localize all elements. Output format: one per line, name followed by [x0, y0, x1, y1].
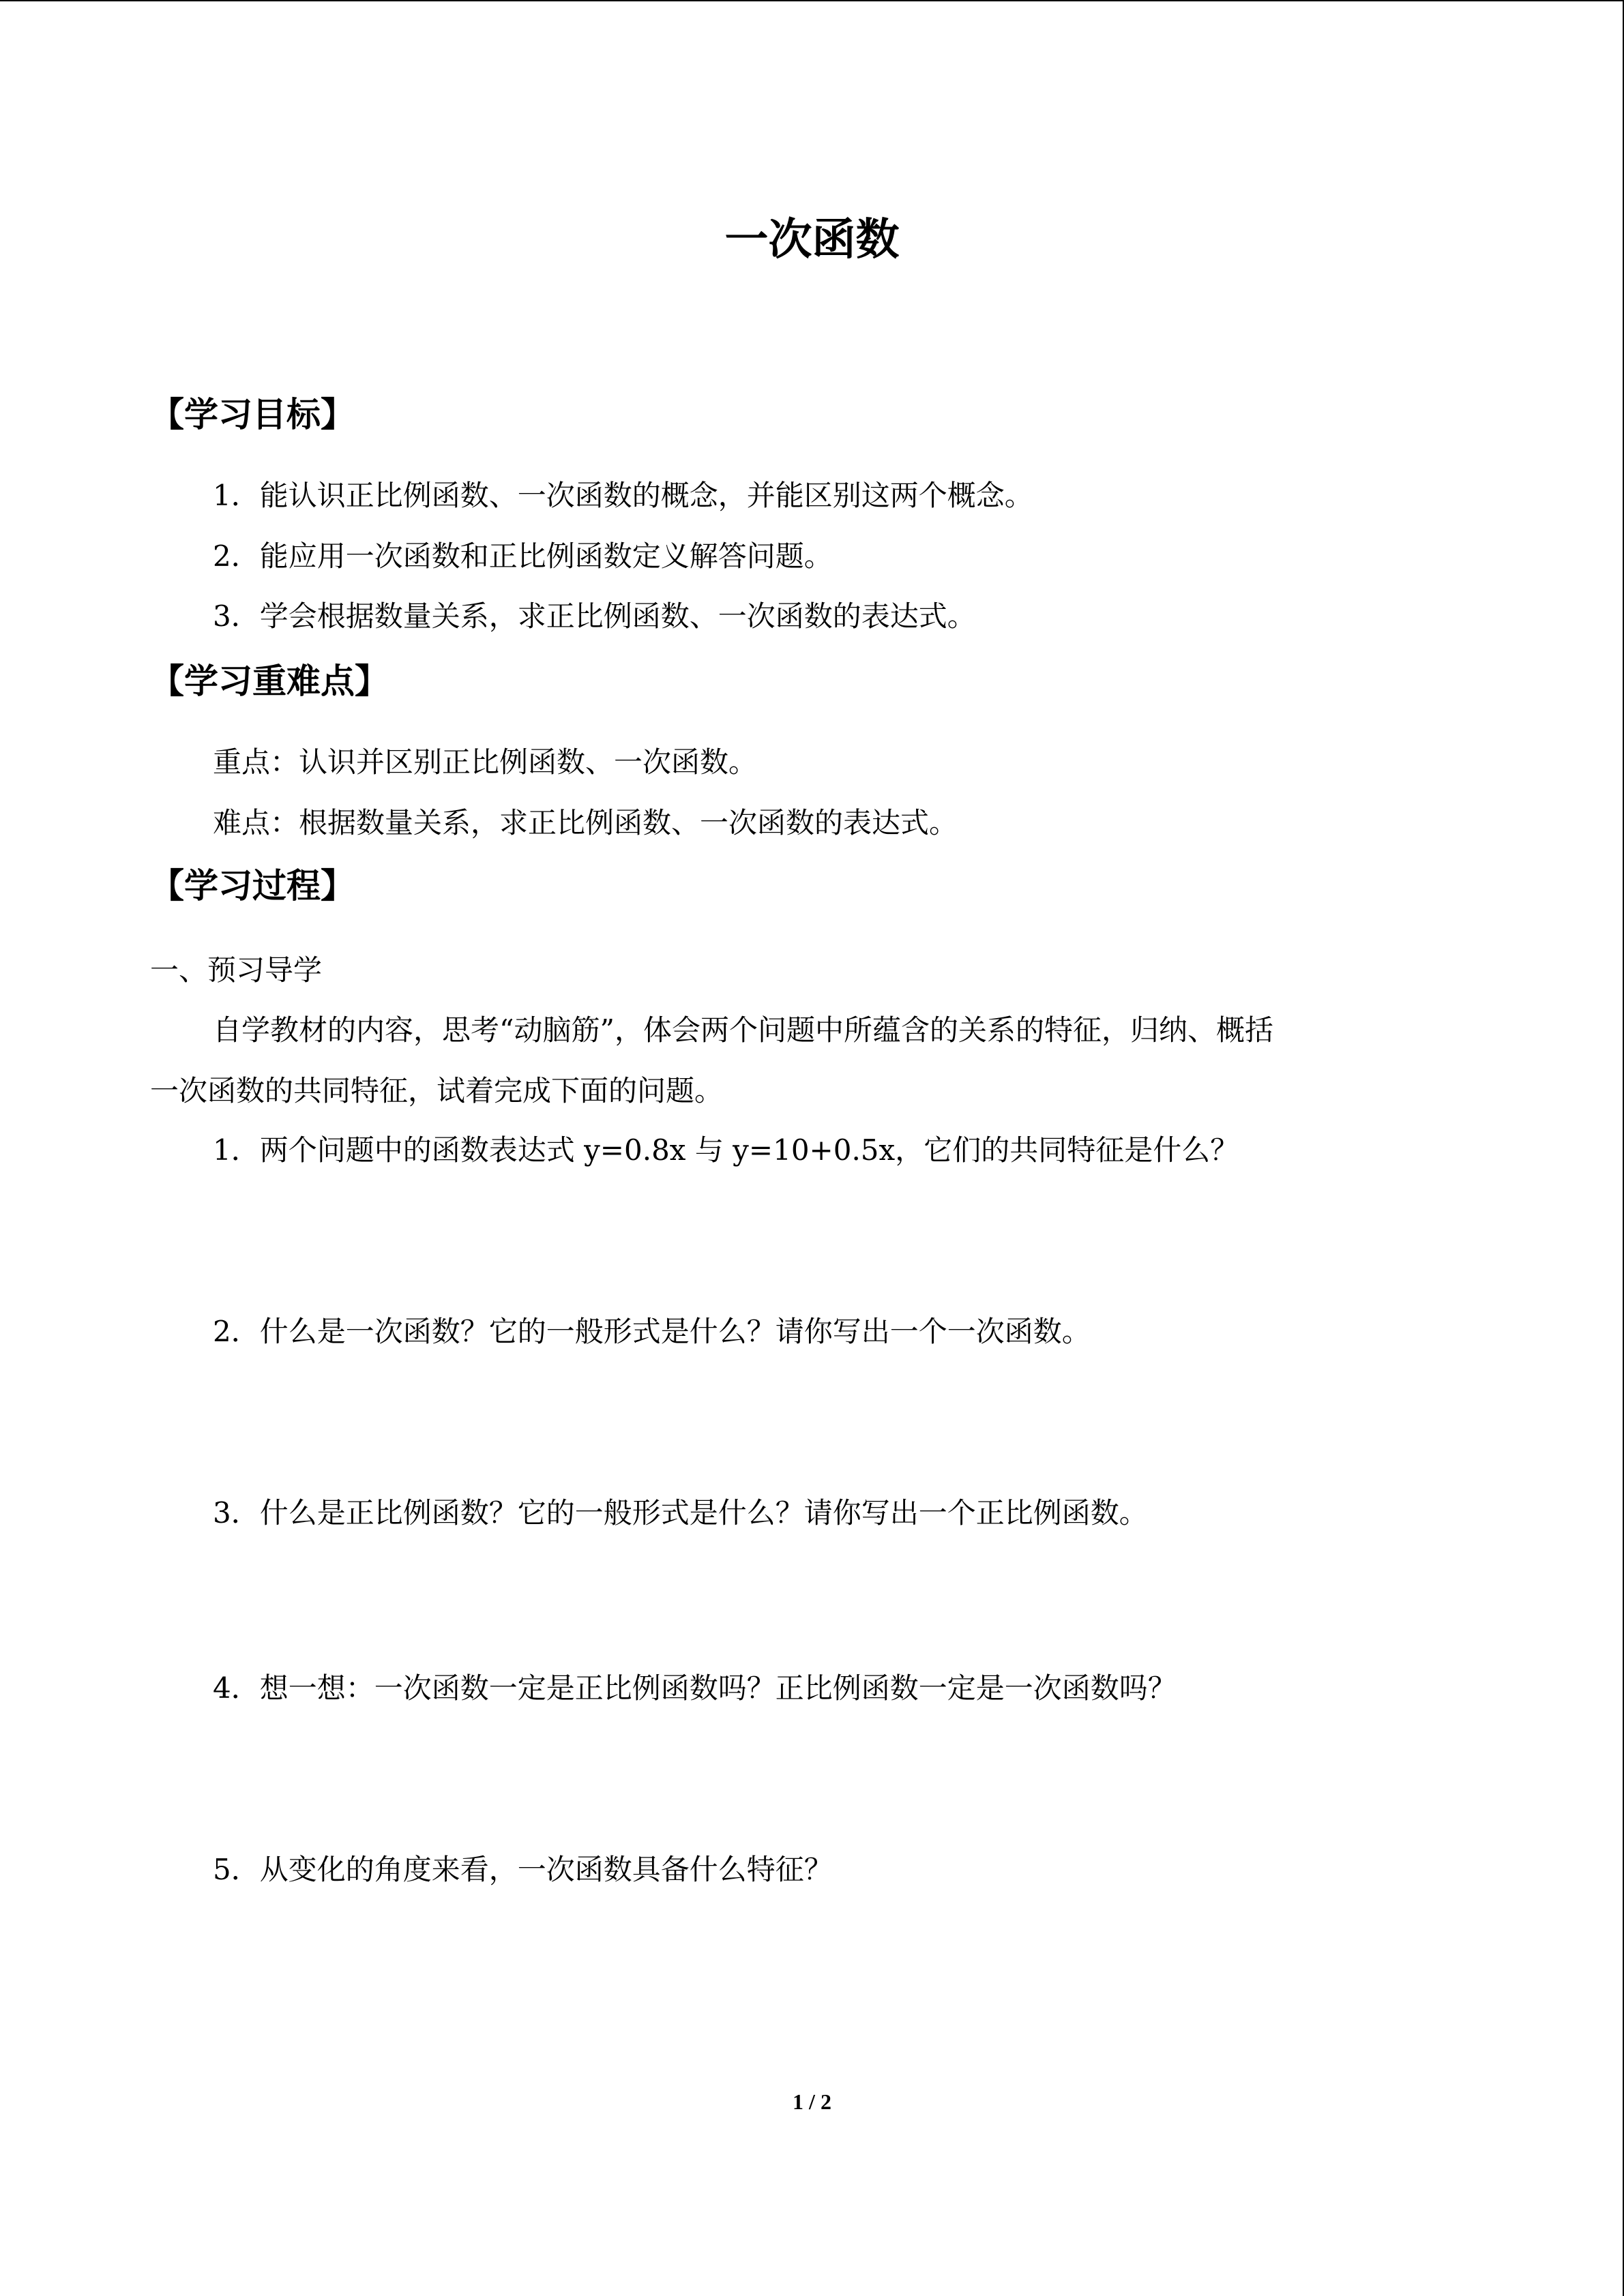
question-4: 4．想一想：一次函数一定是正比例函数吗？正比例函数一定是一次函数吗？	[213, 1671, 1177, 1705]
question-5: 5．从变化的角度来看，一次函数具备什么特征？	[213, 1853, 833, 1886]
question-2: 2．什么是一次函数？它的一般形式是什么？请你写出一个一次函数。	[213, 1315, 1091, 1348]
intro-paragraph-line-2: 一次函数的共同特征，试着完成下面的问题。	[150, 1074, 724, 1107]
section-heading-key-points: 【学习重难点】	[150, 661, 389, 701]
objective-item-2: 2．能应用一次函数和正比例函数定义解答问题。	[213, 539, 833, 573]
section-heading-process: 【学习过程】	[150, 866, 355, 906]
question-3: 3．什么是正比例函数？它的一般形式是什么？请你写出一个正比例函数。	[213, 1496, 1148, 1530]
subheading-preview: 一、预习导学	[150, 953, 323, 987]
question-1: 1．两个问题中的函数表达式 y=0.8x 与 y=10+0.5x，它们的共同特征是什么？	[213, 1133, 1239, 1167]
intro-paragraph-line-1: 自学教材的内容，思考“动脑筋”，体会两个问题中所蕴含的关系的特征，归纳、概括	[213, 1013, 1273, 1047]
objective-item-3: 3．学会根据数量关系，求正比例函数、一次函数的表达式。	[213, 599, 976, 633]
key-point-item: 重点：认识并区别正比例函数、一次函数。	[213, 745, 758, 779]
page-number: 1 / 2	[793, 2089, 831, 2114]
difficult-point-item: 难点：根据数量关系，求正比例函数、一次函数的表达式。	[213, 806, 958, 839]
section-heading-objectives: 【学习目标】	[150, 395, 355, 434]
page-title: 一次函数	[724, 215, 900, 265]
objective-item-1: 1．能认识正比例函数、一次函数的概念，并能区别这两个概念。	[213, 479, 1033, 512]
